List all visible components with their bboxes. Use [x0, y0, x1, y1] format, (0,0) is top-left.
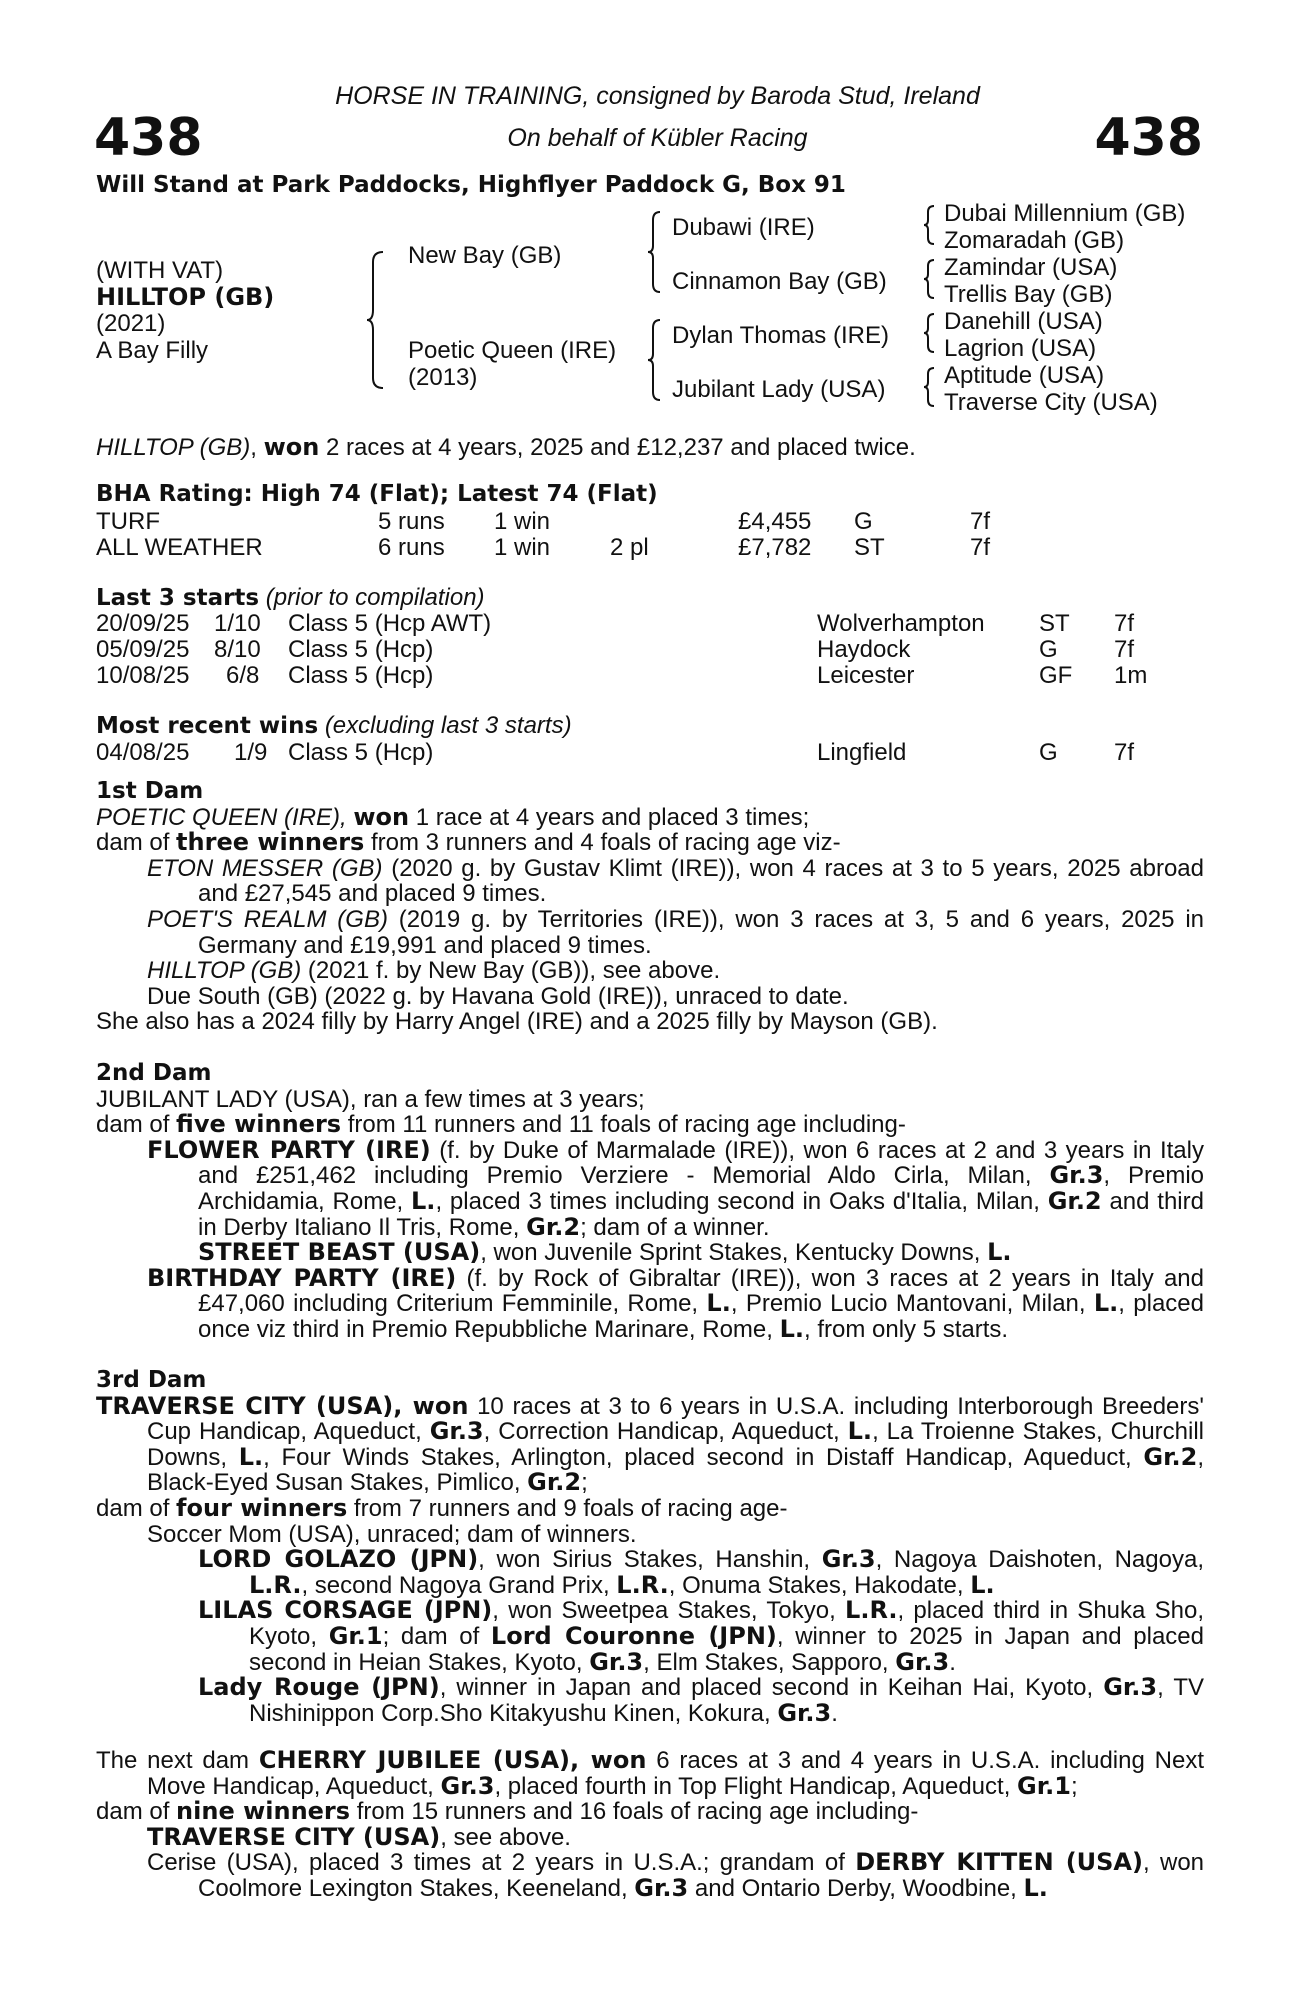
recent-wins-note: (excluding last 3 starts) — [324, 712, 572, 739]
consignor-line: HORSE IN TRAINING, consigned by Baroda Stud, Ireland — [335, 82, 980, 110]
grade-label: Gr.3 — [429, 1417, 484, 1446]
grade-label: Gr.3 — [634, 1873, 689, 1902]
text: ; dam of a winner. — [580, 1213, 770, 1241]
rating-surface: TURF — [96, 508, 160, 535]
text: , second Nagoya Grand Prix, — [301, 1571, 617, 1599]
text: and third in Derby Italiano Il Tris, Rome, — [198, 1187, 1204, 1241]
grandprogeny-name: STREET BEAST (USA) — [198, 1238, 481, 1267]
last3-heading — [96, 584, 485, 612]
win-date: 04/08/25 — [96, 739, 190, 766]
won-label: won — [412, 1391, 469, 1420]
text: , placed 3 times including second in Oaks d'Italia, Milan, — [435, 1187, 1048, 1215]
text: dam of — [96, 829, 177, 857]
text: 10 races at 3 to 6 years in U.S.A. including Interborough Breeders' Cup Handicap, Aqueduct, — [147, 1392, 1204, 1446]
pedigree-sdd: Trellis Bay (GB) — [944, 281, 1113, 308]
winners-count: four winners — [176, 1493, 348, 1522]
won-label: won — [353, 802, 410, 831]
text: , see above. — [440, 1823, 571, 1851]
win-pos: 1/9 — [234, 739, 268, 766]
rating-going: ST — [854, 534, 885, 561]
pedigree-dam-year: (2013) — [408, 364, 478, 391]
winners-count: three winners — [176, 828, 365, 857]
progeny-name: ETON MESSER (GB) — [147, 854, 383, 882]
text: , placed third in Shuka Sho, Kyoto, — [249, 1597, 1204, 1650]
progeny-name: HILLTOP (GB) — [147, 957, 302, 985]
listed-label: L. — [970, 1570, 995, 1599]
race-summary: HILLTOP (GB), won 2 races at 4 years, 2025 and £12,237 and placed twice. — [96, 433, 916, 461]
pedigree-sd: Cinnamon Bay (GB) — [672, 268, 887, 295]
third-dam-name: TRAVERSE CITY (USA) — [96, 1391, 394, 1420]
text: ; — [1070, 1772, 1078, 1800]
progeny-name: TRAVERSE CITY (USA) — [147, 1822, 441, 1851]
grade-label: Gr.1 — [328, 1621, 383, 1650]
last3-note: (prior to compilation) — [265, 584, 485, 611]
bha-rating-heading: BHA Rating: High 74 (Flat); Latest 74 (Flat) — [96, 481, 658, 507]
pedigree-brace-ds — [922, 312, 936, 354]
grade-label: Gr.2 — [527, 1468, 582, 1497]
pedigree-dd: Jubilant Lady (USA) — [672, 376, 886, 403]
text: from 15 runners and 16 foals of racing age including- — [350, 1798, 919, 1826]
progeny-record: (2021 f. by New Bay (GB)), see above. — [301, 957, 721, 985]
text: from 11 runners and 11 foals of racing age including- — [341, 1111, 906, 1139]
grade-label: Gr.3 — [821, 1545, 876, 1574]
text: and Ontario Derby, Woodbine, — [688, 1874, 1024, 1902]
rating-dist: 7f — [970, 534, 991, 561]
listed-label: L.R. — [616, 1570, 669, 1599]
progeny-name: BIRTHDAY PARTY (IRE) — [147, 1263, 457, 1292]
listed-label: L. — [1023, 1873, 1048, 1902]
pedigree-ddd: Traverse City (USA) — [944, 389, 1158, 416]
pedigree-brace-sire — [646, 210, 662, 294]
win-dist: 7f — [1114, 739, 1135, 766]
listed-label: L. — [1093, 1289, 1119, 1318]
lot-number-right: 438 — [1094, 108, 1203, 168]
text: , placed once viz third in Premio Repubbliche Marinare, Rome, — [198, 1290, 1204, 1343]
pedigree-dss: Danehill (USA) — [944, 308, 1103, 335]
start-course: Wolverhampton — [817, 610, 985, 637]
listed-label: L. — [987, 1238, 1012, 1267]
win-race: Class 5 (Hcp) — [288, 739, 434, 766]
rating-wins: 1 win — [494, 534, 551, 561]
text: , from only 5 starts. — [804, 1315, 1009, 1343]
other-foals-note: She also has a 2024 filly by Harry Angel (IRE) and a 2025 filly by Mayson (GB). — [96, 1008, 938, 1036]
text: The next dam — [96, 1747, 259, 1774]
text: dam of — [96, 1798, 177, 1826]
rating-runs: 6 runs — [378, 534, 445, 561]
rating-wins: 1 win — [494, 508, 551, 535]
text: dam of — [96, 1494, 177, 1522]
text: , won Coolmore Lexington Stakes, Keeneland, — [198, 1849, 1205, 1902]
text: , La Troienne Stakes, Churchill Downs, — [147, 1418, 1205, 1471]
listed-label: L. — [847, 1417, 873, 1446]
start-race: Class 5 (Hcp) — [288, 636, 434, 663]
win-going: G — [1039, 739, 1058, 766]
progeny-record: Due South (GB) (2022 g. by Havana Gold (IRE)), unraced to date. — [147, 982, 849, 1010]
text: , won Sweetpea Stakes, Tokyo, — [492, 1597, 846, 1625]
grade-label: Gr.2 — [1143, 1442, 1198, 1471]
start-going: ST — [1039, 610, 1070, 637]
text: , Nagoya Daishoten, Nagoya, — [875, 1546, 1204, 1574]
on-behalf-line: On behalf of Kübler Racing — [507, 124, 808, 152]
start-date: 05/09/25 — [96, 636, 190, 663]
text: from 7 runners and 9 foals of racing age- — [347, 1494, 788, 1522]
listed-label: L.R. — [845, 1596, 898, 1625]
pedigree-dsd: Lagrion (USA) — [944, 335, 1097, 362]
text: ; dam of — [382, 1622, 491, 1650]
grade-label: Gr.3 — [777, 1698, 832, 1727]
text: . — [831, 1699, 838, 1727]
progeny-name: FLOWER PARTY (IRE) — [147, 1135, 431, 1164]
summary-rest: 2 races at 4 years, 2025 and £12,237 and placed twice. — [319, 434, 916, 461]
pedigree-ss: Dubawi (IRE) — [672, 214, 815, 241]
listed-label: L. — [779, 1314, 805, 1343]
winners-count: five winners — [176, 1110, 342, 1139]
progeny-record: (2019 g. by Territories (IRE)), won 3 races at 3, 5 and 6 years, 2025 in Germany and £19,991 and placed 9 times. — [198, 905, 1204, 959]
grade-label: Gr.3 — [1049, 1161, 1104, 1190]
text: , TV Nishinippon Corp.Sho Kitakyushu Kinen, Kokura, — [249, 1674, 1205, 1727]
start-going: GF — [1039, 662, 1073, 689]
listed-label: L. — [411, 1186, 436, 1215]
text: (f. by Duke of Marmalade (IRE)), won 6 races at 2 and 3 years in Italy and £251,462 including Premio Verziere - Memorial Aldo Cirla, Milan, — [198, 1136, 1204, 1190]
text: , — [570, 1746, 591, 1774]
summary-won: won — [263, 433, 320, 461]
won-label: won — [590, 1746, 647, 1774]
text: (f. by Rock of Gibraltar (IRE)), won 3 races at 2 years in Italy and £47,060 including Criterium Femminile, Rome, — [198, 1264, 1205, 1318]
grade-label: Gr.2 — [526, 1212, 581, 1241]
recent-wins-title: Most recent wins — [96, 713, 319, 739]
pedigree-sds: Zamindar (USA) — [944, 254, 1118, 281]
pedigree-brace-dd — [922, 366, 936, 408]
rating-placed: 2 pl — [610, 534, 649, 561]
text: , placed fourth in Top Flight Handicap, Aqueduct, — [494, 1772, 1018, 1800]
pedigree-brace-ss — [922, 204, 936, 246]
location-line: Will Stand at Park Paddocks, Highflyer Paddock G, Box 91 — [96, 172, 846, 198]
grade-label: Gr.1 — [1017, 1771, 1071, 1800]
rating-dist: 7f — [970, 508, 991, 535]
start-going: G — [1039, 636, 1058, 663]
rating-runs: 5 runs — [378, 508, 445, 535]
next-dam-name: CHERRY JUBILEE (USA) — [258, 1746, 571, 1774]
text: . — [949, 1648, 956, 1676]
great-grandprogeny-name: Lord Couronne (JPN) — [490, 1621, 777, 1650]
winners-count: nine winners — [176, 1797, 351, 1826]
start-course: Haydock — [817, 636, 911, 663]
text: , won Juvenile Sprint Stakes, Kentucky Downs, — [480, 1239, 988, 1267]
text: , Elm Stakes, Sapporo, — [643, 1648, 896, 1676]
start-pos: 6/8 — [226, 662, 260, 689]
text: , Correction Handicap, Aqueduct, — [483, 1418, 848, 1446]
summary-horse-name: HILLTOP (GB) — [96, 434, 251, 461]
start-race: Class 5 (Hcp) — [288, 662, 434, 689]
pedigree-sss: Dubai Millennium (GB) — [944, 200, 1186, 227]
pedigree-ds: Dylan Thomas (IRE) — [672, 322, 889, 349]
first-dam-section — [96, 778, 1204, 1035]
horse-year: (2021) — [96, 310, 166, 337]
vat-note: (WITH VAT) — [96, 257, 224, 284]
progeny-record: (2020 g. by Gustav Klimt (IRE)), won 4 races at 3 to 5 years, 2025 abroad and £27,545 and placed 9 times. — [198, 854, 1204, 908]
listed-label: L. — [706, 1289, 731, 1318]
progeny-record: Soccer Mom (USA), unraced; dam of winners. — [147, 1520, 637, 1548]
start-dist: 7f — [1114, 636, 1135, 663]
start-pos: 1/10 — [214, 610, 261, 637]
start-race: Class 5 (Hcp AWT) — [288, 610, 492, 637]
grade-label: Gr.3 — [589, 1647, 644, 1676]
progeny-name: POET'S REALM (GB) — [147, 905, 388, 933]
start-dist: 1m — [1114, 662, 1148, 689]
pedigree-ssd: Zomaradah (GB) — [944, 227, 1125, 254]
text: , won Sirius Stakes, Hanshin, — [478, 1546, 822, 1574]
second-dam-heading: 2nd Dam — [96, 1060, 212, 1086]
last3-title: Last 3 starts — [96, 585, 260, 611]
pedigree-brace-sd — [922, 258, 936, 300]
text: , Premio Archidamia, Rome, — [198, 1162, 1205, 1215]
next-dam-section — [96, 1748, 1204, 1902]
listed-label: L. — [238, 1442, 264, 1471]
grandprogeny-name: LORD GOLAZO (JPN) — [198, 1545, 479, 1574]
grade-label: Gr.3 — [1103, 1673, 1158, 1702]
rating-money: £7,782 — [738, 534, 812, 561]
grandprogeny-name: Lady Rouge (JPN) — [198, 1673, 440, 1702]
text: , Premio Lucio Mantovani, Milan, — [730, 1290, 1094, 1318]
text: from 3 runners and 4 foals of racing age viz- — [364, 829, 841, 857]
text: , Black-Eyed Susan Stakes, Pimlico, — [147, 1443, 1204, 1497]
start-course: Leicester — [817, 662, 915, 689]
pedigree-dam: Poetic Queen (IRE) — [408, 337, 617, 364]
text: 6 races at 3 and 4 years in U.S.A. including Next Move Handicap, Aqueduct, — [147, 1747, 1205, 1800]
recent-wins-heading — [96, 712, 572, 740]
grandprogeny-name: DERBY KITTEN (USA) — [855, 1848, 1143, 1877]
third-dam-heading: 3rd Dam — [96, 1367, 207, 1393]
horse-name: HILLTOP (GB) — [96, 283, 275, 311]
start-date: 10/08/25 — [96, 662, 190, 689]
rating-going: G — [854, 508, 873, 535]
first-dam-record: 1 race at 4 years and placed 3 times; — [409, 803, 810, 831]
horse-desc: A Bay Filly — [96, 337, 209, 364]
grade-label: Gr.2 — [1047, 1186, 1102, 1215]
pedigree-dds: Aptitude (USA) — [944, 362, 1105, 389]
start-date: 20/09/25 — [96, 610, 190, 637]
grade-label: Gr.3 — [440, 1771, 495, 1800]
text: Cerise (USA), placed 3 times at 2 years in U.S.A.; grandam of — [147, 1849, 856, 1877]
second-dam-section — [96, 1060, 1204, 1343]
pedigree-brace-dam — [646, 318, 662, 402]
start-pos: 8/10 — [214, 636, 261, 663]
text: , Onuma Stakes, Hakodate, — [668, 1571, 971, 1599]
pedigree-sire: New Bay (GB) — [408, 242, 562, 269]
text: , winner to 2025 in Japan and placed second in Heian Stakes, Kyoto, — [249, 1622, 1204, 1676]
text: ; — [581, 1469, 588, 1497]
text: , winner in Japan and placed second in Keihan Hai, Kyoto, — [439, 1674, 1104, 1702]
win-course: Lingfield — [817, 739, 907, 766]
start-dist: 7f — [1114, 610, 1135, 637]
first-dam-heading: 1st Dam — [96, 778, 204, 804]
lot-number-left: 438 — [94, 108, 203, 168]
grade-label: Gr.3 — [895, 1647, 950, 1676]
pedigree-brace-main — [365, 250, 385, 390]
text: , Four Winds Stakes, Arlington, placed second in Distaff Handicap, Aqueduct, — [263, 1443, 1144, 1471]
grandprogeny-name: LILAS CORSAGE (JPN) — [198, 1596, 493, 1625]
rating-money: £4,455 — [738, 508, 812, 535]
rating-surface: ALL WEATHER — [96, 534, 263, 561]
third-dam-section: 3rd Dam TRAVERSE CITY (USA), won 10 races at 3 to 6 years in U.S.A. including Interborough Breeders' Cup Handicap, Aqueduct, Gr.3, Correction Handicap, Aqueduct, L., La Troienne Stakes, Churchill Downs, L., Four Winds Stakes, Arlington, placed second in Distaff Handicap, Aqueduct, Gr.2, Black-Eyed Susan Stakes, Pimlico, Gr.2; dam of four winners from 7 runners and 9 foals of racing age- Soccer Mom (USA), unraced; dam of winners. LORD GOLAZO (JPN), won Sirius Stakes, Hanshin, Gr.3, Nagoya Daishoten, Nagoya, L.R., second Nagoya Grand Prix, L.R., Onuma Stakes, Hakodate, L. LILAS CORSAGE (JPN), won Sweetpea Stakes, Tokyo, L.R., placed third in Shuka Sho, Kyoto, Gr.1; dam of Lord Couronne (JPN), winner to 2025 in Japan and placed second in Heian Stakes, Kyoto, Gr.3, Elm Stakes, Sapporo, Gr.3. Lady Rouge (JPN), winner in Japan and placed second in Keihan Hai, Kyoto, Gr.3, TV Nishinippon Corp.Sho Kitakyushu Kinen, Kokura, Gr.3. — [96, 1367, 1205, 1727]
first-dam-name: POETIC QUEEN (IRE), — [96, 803, 354, 831]
second-dam-record: JUBILANT LADY (USA), ran a few times at 3 years; — [96, 1085, 645, 1113]
listed-label: L.R. — [249, 1570, 302, 1599]
text: dam of — [96, 1111, 177, 1139]
